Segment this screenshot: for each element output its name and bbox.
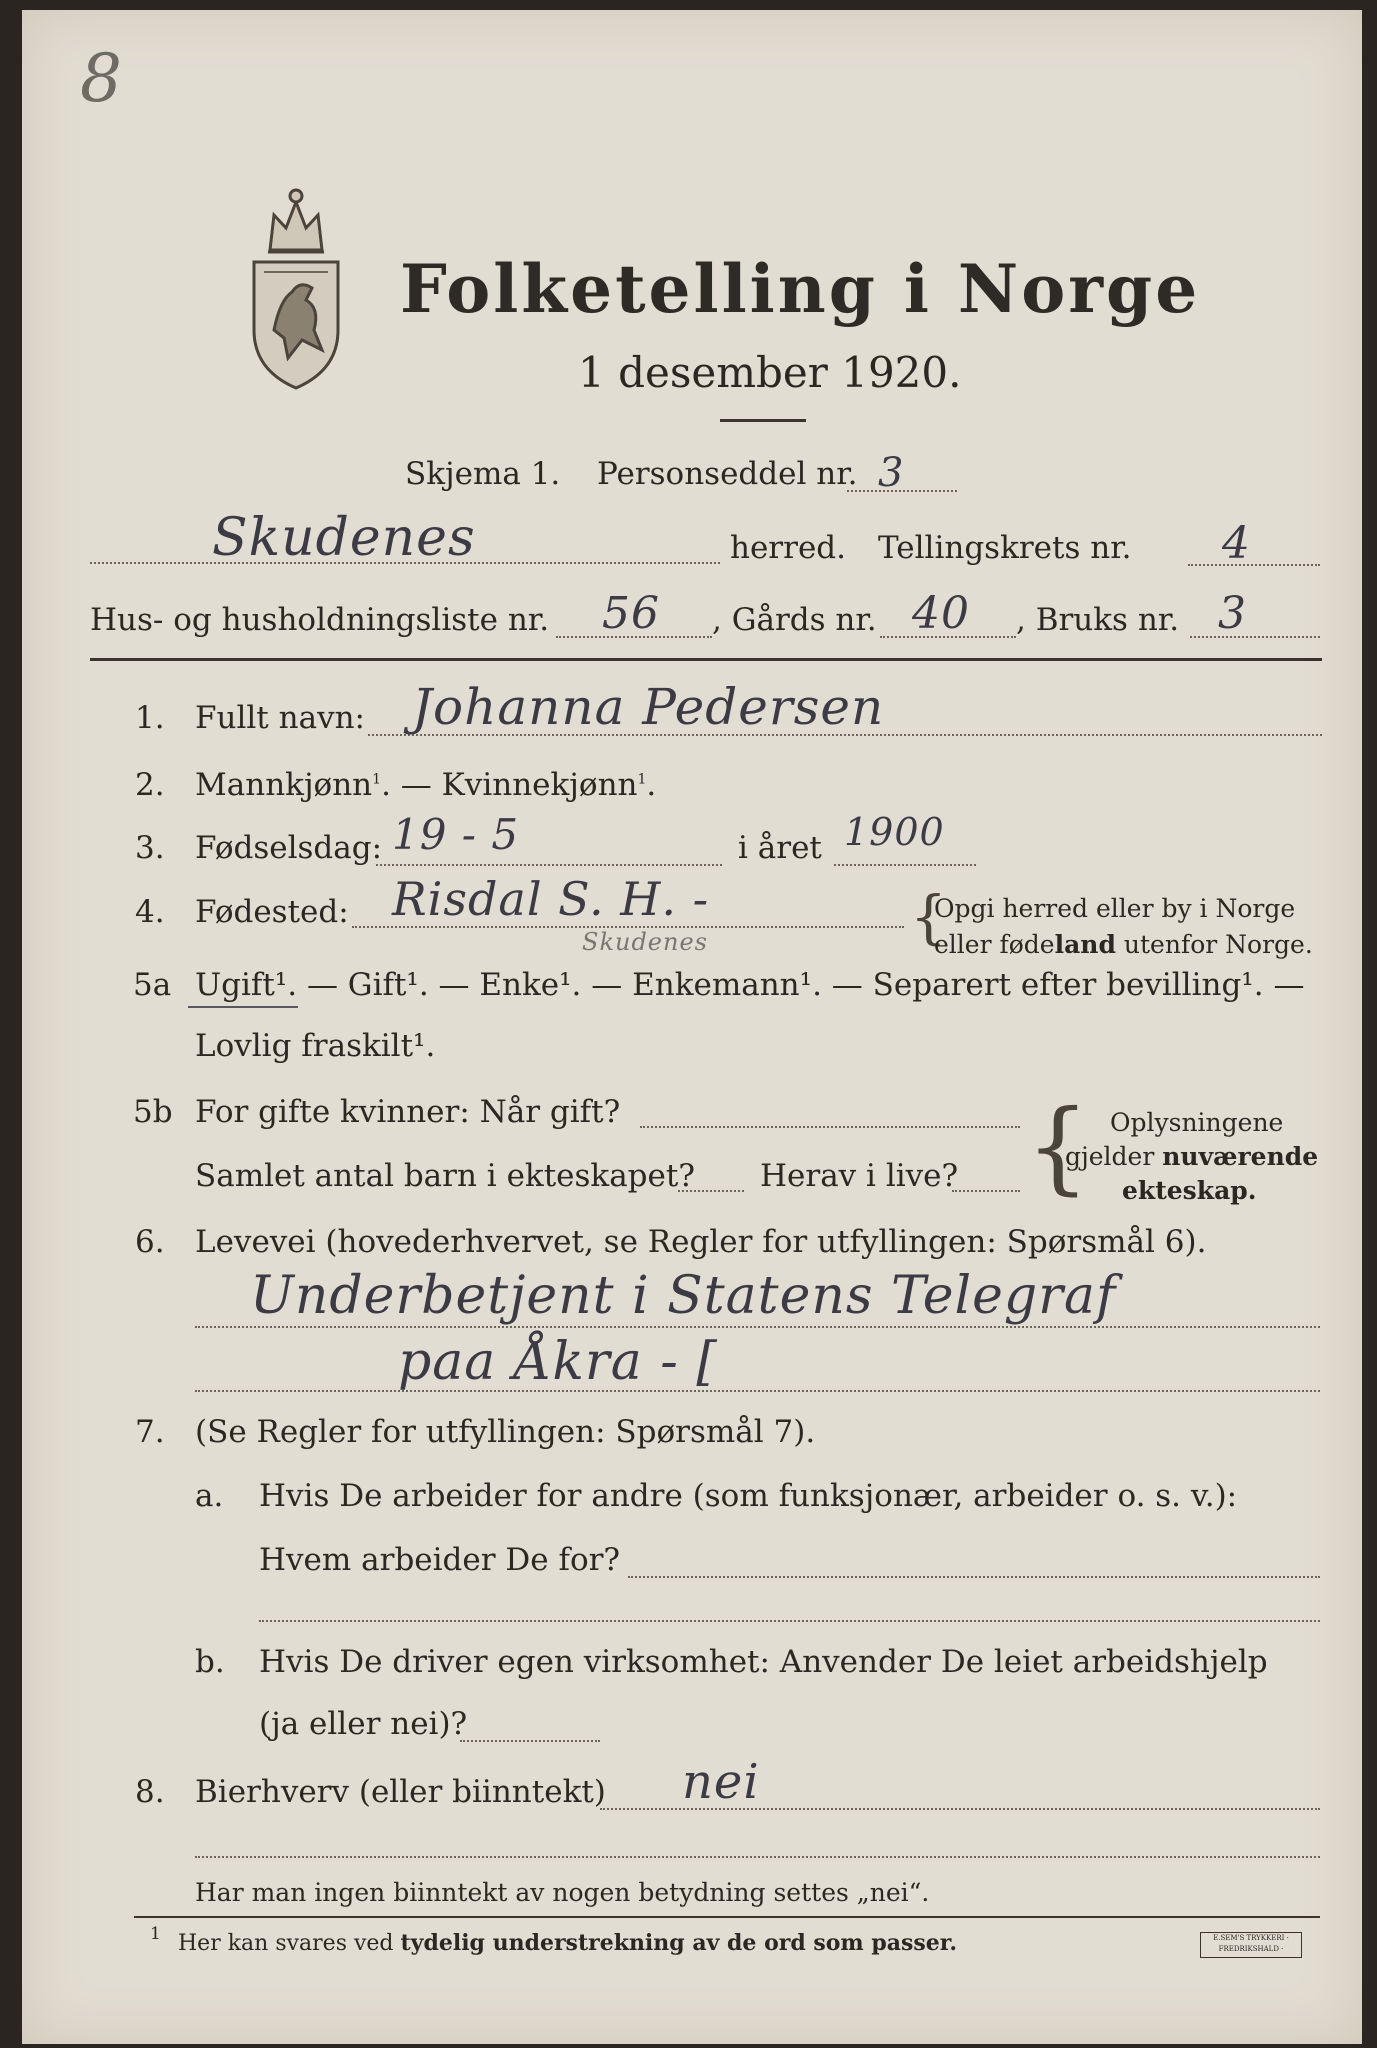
q6-line-2 (195, 1390, 1320, 1392)
q6-value-2[interactable]: paa Åkra - [ (398, 1332, 718, 1392)
footnote-text: Her kan svares ved tydelig understrekning av de ord som passer. (178, 1930, 958, 1956)
q8-line-2 (195, 1856, 1320, 1858)
q5b-line2-a: Samlet antal barn i ekteskapet? (195, 1158, 695, 1194)
bruks-value[interactable]: 3 (1218, 588, 1247, 639)
q2-mann[interactable]: Mannkjønn (195, 767, 373, 803)
q4-value[interactable]: Risdal S. H. - (392, 872, 710, 926)
footnote-mark: 1 (150, 1924, 161, 1944)
corner-mark: 8 (80, 40, 123, 117)
herred-value[interactable]: Skudenes (212, 508, 476, 568)
q8-note: Har man ingen biinntekt av nogen betydning settes „nei“. (195, 1878, 930, 1907)
q7a-letter: a. (195, 1478, 224, 1514)
q5b-number: 5b (133, 1094, 173, 1130)
q5a-number: 5a (133, 967, 172, 1003)
q4-label: Fødested: (195, 894, 349, 930)
herred-label: herred. (730, 530, 846, 566)
form-date: 1 desember 1920. (578, 348, 962, 397)
q7-label: (Se Regler for utfyllingen: Spørsmål 7). (195, 1414, 816, 1450)
q5b-line1: For gifte kvinner: Når gift? (195, 1094, 621, 1130)
q1-label: Fullt navn: (195, 700, 365, 736)
q7b-answer-line (460, 1740, 600, 1742)
tellingskrets-value[interactable]: 4 (1222, 518, 1251, 569)
q7-number: 7. (135, 1414, 165, 1450)
q5a-options-2[interactable]: Lovlig fraskilt¹. (195, 1028, 436, 1064)
q3-number: 3. (135, 830, 165, 866)
q7a-employer-line-2 (259, 1620, 1320, 1622)
gards-value[interactable]: 40 (912, 588, 970, 639)
husliste-value[interactable]: 56 (602, 588, 660, 639)
coat-of-arms-icon (240, 180, 352, 392)
q1-number: 1. (135, 700, 165, 736)
bruks-label: , Bruks nr. (1016, 602, 1180, 638)
q4-number: 4. (135, 894, 165, 930)
q5b-note2: gjelder nuværende (1065, 1142, 1319, 1171)
form-title: Folketelling i Norge (400, 250, 1201, 328)
q5b-note1: Oplysningene (1110, 1108, 1284, 1137)
q4-note-line2: eller fødeland utenfor Norge. (934, 930, 1313, 959)
q6-label: Levevei (hovederhvervet, se Regler for utfyllingen: Spørsmål 6). (195, 1224, 1207, 1260)
tellingskrets-label: Tellingskrets nr. (878, 530, 1132, 566)
q8-value[interactable]: nei (682, 1754, 760, 1810)
census-form-paper (22, 10, 1362, 2044)
q7a-line1: Hvis De arbeider for andre (som funksjonær, arbeider o. s. v.): (259, 1478, 1238, 1514)
q5b-line2-b: Herav i live? (760, 1158, 959, 1194)
title-divider (720, 419, 806, 422)
q7b-line2: (ja eller nei)? (259, 1706, 468, 1742)
q2-kvinne[interactable]: Kvinnekjønn (441, 767, 638, 803)
q4-value-extra[interactable]: Skudenes (582, 928, 708, 956)
q3-label: Fødselsdag: (195, 830, 383, 866)
personseddel-value[interactable]: 3 (878, 450, 905, 496)
q5b-brace: { (1026, 1088, 1090, 1205)
q6-number: 6. (135, 1224, 165, 1260)
tellingskrets-line (1188, 564, 1320, 566)
printer-stamp: E.SEM'S TRYKKERI · FREDRIKSHALD · (1200, 1932, 1302, 1958)
q8-number: 8. (135, 1774, 165, 1810)
q7b-line1: Hvis De driver egen virksomhet: Anvender De leiet arbeidshjelp (259, 1644, 1268, 1680)
bruks-line (1190, 636, 1320, 638)
q3-value[interactable]: 19 - 5 (392, 810, 520, 859)
q7b-letter: b. (195, 1644, 225, 1680)
q5b-married-line (640, 1126, 1020, 1128)
personseddel-label: Personseddel nr. (597, 456, 858, 492)
q6-line-1 (195, 1326, 1320, 1328)
schema-label: Skjema 1. (405, 456, 561, 492)
q8-label: Bierhverv (eller biinntekt) (195, 1774, 606, 1810)
q7a-employer-line (628, 1576, 1320, 1578)
q1-value[interactable]: Johanna Pedersen (412, 678, 885, 736)
q5a-options[interactable]: Ugift¹. — Gift¹. — Enke¹. — Enkemann¹. — Separert efter bevilling¹. — (195, 967, 1305, 1003)
q6-value-1[interactable]: Underbetjent i Statens Telegraf (250, 1266, 1117, 1326)
q4-note-line1: Opgi herred eller by i Norge (934, 894, 1296, 923)
q5b-alive-line (952, 1190, 1020, 1192)
q3-year-value[interactable]: 1900 (844, 810, 945, 854)
q3-year-label: i året (738, 830, 822, 866)
header-rule (90, 658, 1322, 661)
q5a-ugift-underline (188, 1006, 298, 1008)
q3-year-line (834, 864, 976, 866)
q5b-children-line (678, 1190, 744, 1192)
footnote-rule (134, 1916, 1320, 1918)
q7a-line2: Hvem arbeider De for? (259, 1542, 621, 1578)
q5b-note3: ekteskap. (1122, 1176, 1257, 1205)
gards-label: , Gårds nr. (712, 602, 877, 638)
husliste-label: Hus- og husholdningsliste nr. (90, 602, 550, 638)
q2-options: Mannkjønn$^1$. — Kvinnekjønn$^1$. (195, 767, 657, 803)
q4-brace: { (910, 883, 947, 951)
q3-line (376, 864, 722, 866)
q2-number: 2. (135, 767, 165, 803)
